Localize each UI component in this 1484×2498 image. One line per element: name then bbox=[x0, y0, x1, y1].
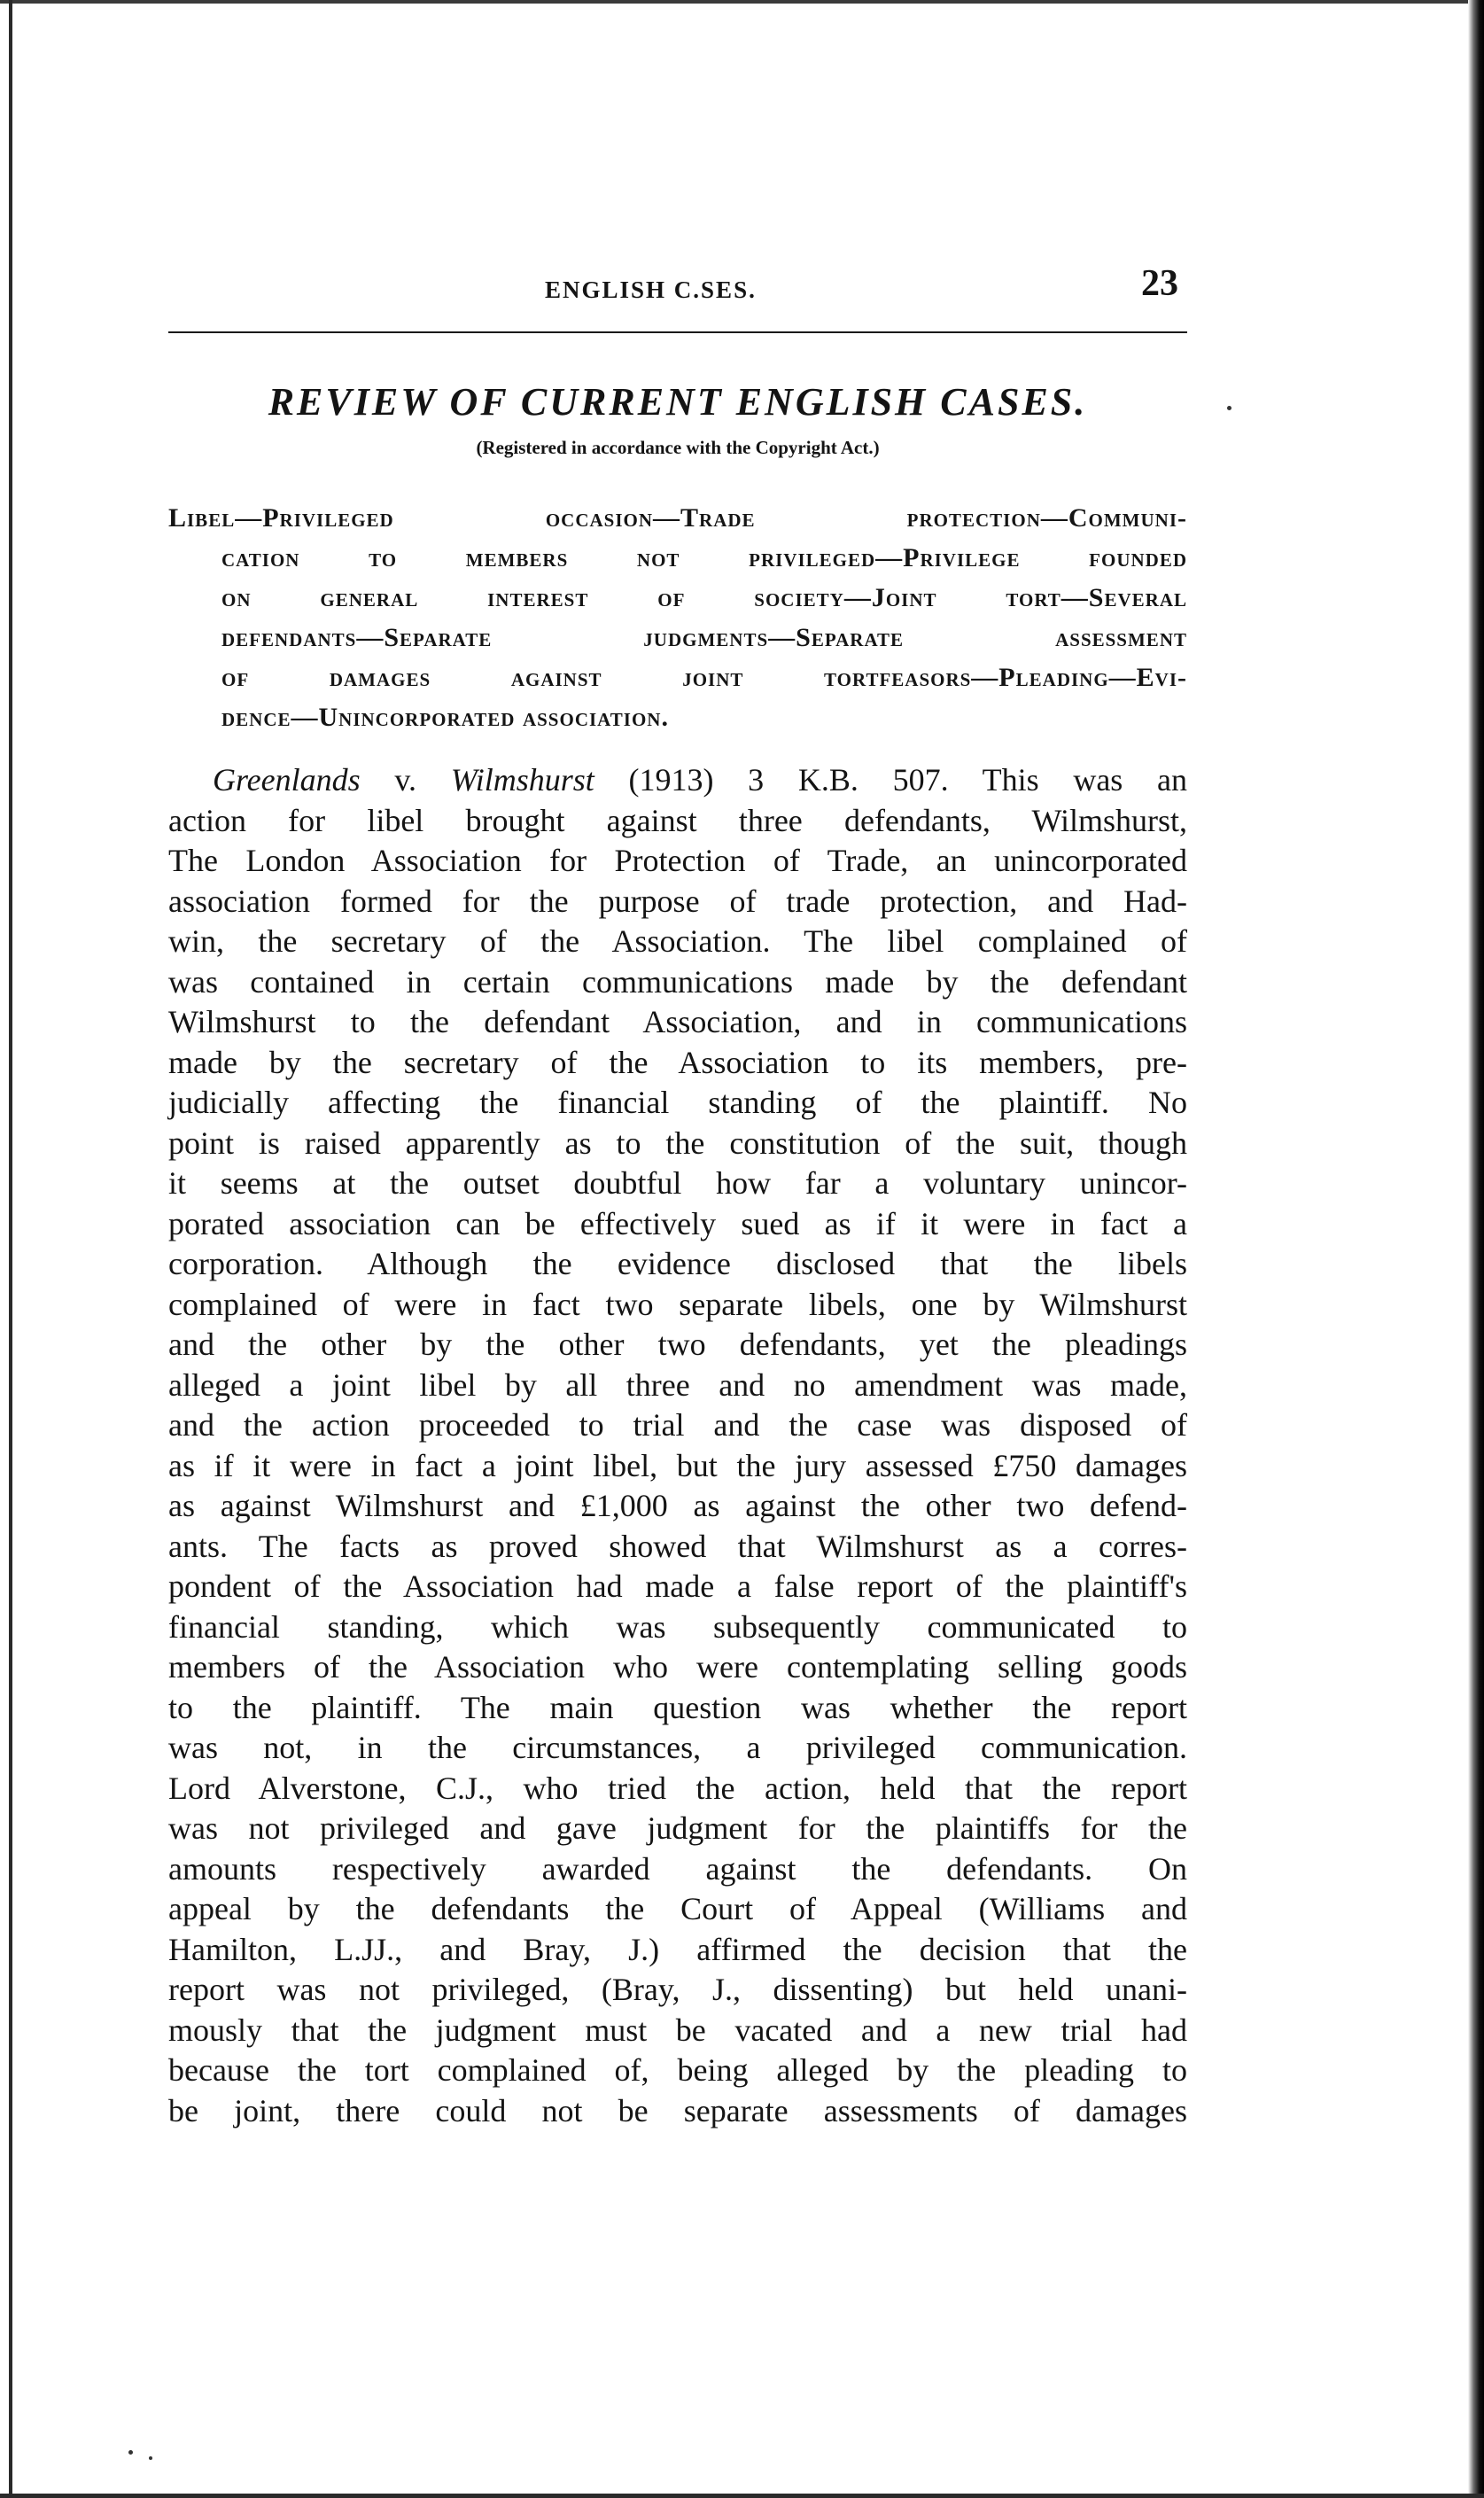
body-text-line: judicially affecting the financial standing of the plaintiff. No bbox=[168, 1085, 1187, 1120]
scan-speck bbox=[149, 2456, 152, 2460]
body-text-line: alleged a joint libel by all three and no amendment was made, bbox=[168, 1366, 1187, 1403]
body-text-line: point is raised apparently as to the constitution of the suit, though bbox=[168, 1124, 1187, 1161]
case-citation-line bbox=[213, 760, 1187, 801]
headnote-line: Libel—Privileged occasion—Trade protection—Communi- bbox=[168, 503, 1187, 533]
headnote-line: defendants—Separate judgments—Separate assessment bbox=[221, 623, 1187, 652]
body-text-line: was contained in certain communications made by the defendant bbox=[168, 963, 1187, 1000]
body-text-line: corporation. Although the evidence disclosed that the libels bbox=[168, 1246, 1187, 1281]
body-text-line: it seems at the outset doubtful how far a voluntary unincor- bbox=[168, 1165, 1187, 1201]
body-text-line: complained of were in fact two separate libels, one by Wilmshurst bbox=[168, 1286, 1187, 1322]
body-text-line: and the action proceeded to trial and the case was disposed of bbox=[168, 1407, 1187, 1443]
scan-edge-bottom bbox=[0, 2494, 1484, 2498]
body-text-line: report was not privileged, (Bray, J., dissenting) but held unani- bbox=[168, 1972, 1187, 2007]
body-text-line: ants. The facts as proved showed that Wilmshurst as a corres- bbox=[168, 1528, 1187, 1564]
body-text-line: be joint, there could not be separate assessments of damages bbox=[168, 2092, 1187, 2128]
body-text-line: action for libel brought against three defendants, Wilmshurst, bbox=[168, 802, 1187, 838]
body-text-line: Wilmshurst to the defendant Association, and in communications bbox=[168, 1004, 1187, 1039]
scan-speck bbox=[128, 2450, 133, 2455]
body-text-line: to the plaintiff. The main question was whether the report bbox=[168, 1689, 1187, 1725]
body-text-line: mously that the judgment must be vacated and a new trial had bbox=[168, 2012, 1187, 2048]
body-text-line: was not, in the circumstances, a privileged communication. bbox=[168, 1730, 1187, 1765]
body-text-line: made by the secretary of the Association to its members, pre- bbox=[168, 1044, 1187, 1080]
body-text-line: porated association can be effectively sued as if it were in fact a bbox=[168, 1205, 1187, 1241]
section-title: REVIEW OF CURRENT ENGLISH CASES. bbox=[268, 380, 1088, 424]
body-text-line: was not privileged and gave judgment for the plaintiffs for the bbox=[168, 1810, 1187, 1846]
scan-edge-left bbox=[9, 0, 12, 2498]
body-text-line: The London Association for Protection of Trade, an unincorporated bbox=[168, 843, 1187, 878]
case-report-body bbox=[168, 760, 1187, 2131]
body-text-line: financial standing, which was subsequently communicated to bbox=[168, 1608, 1187, 1645]
headnote-line: of damages against joint tortfeasors—Pleading—Evi- bbox=[221, 663, 1187, 692]
body-text-line: because the tort complained of, being alleged by the pleading to bbox=[168, 2052, 1187, 2088]
body-text-line: association formed for the purpose of trade protection, and Had- bbox=[168, 883, 1187, 919]
case-versus: v. bbox=[360, 762, 451, 798]
running-head bbox=[168, 257, 1187, 308]
case-plaintiff-name: Greenlands bbox=[213, 762, 361, 798]
body-text-line: pondent of the Association had made a false report of the plaintiff's bbox=[168, 1568, 1187, 1604]
document-page bbox=[168, 257, 1187, 2128]
page-number: 23 bbox=[1141, 263, 1178, 304]
copyright-note: (Registered in accordance with the Copyright Act.) bbox=[476, 437, 880, 458]
scan-edge-right bbox=[1468, 0, 1484, 2498]
headnote-line: dence—Unincorporated association. bbox=[221, 703, 669, 732]
body-text-line: as if it were in fact a joint libel, but the jury assessed £750 damages bbox=[168, 1447, 1187, 1483]
body-text-line: appeal by the defendants the Court of Appeal (Williams and bbox=[168, 1891, 1187, 1926]
running-head-title: ENGLISH C.SES. bbox=[545, 276, 757, 303]
body-text-line: and the other by the other two defendants, yet the pleadings bbox=[168, 1327, 1187, 1362]
body-text-line: amounts respectively awarded against the defendants. On bbox=[168, 1850, 1187, 1887]
body-text-line: as against Wilmshurst and £1,000 as against the other two defend- bbox=[168, 1488, 1187, 1523]
body-text-line: win, the secretary of the Association. The libel complained of bbox=[168, 923, 1187, 959]
case-body-lines bbox=[168, 801, 1187, 2132]
case-citation: (1913) 3 K.B. 507. This was an bbox=[594, 762, 1187, 798]
scan-edge-top bbox=[0, 0, 1484, 4]
body-text-line: members of the Association who were contemplating selling goods bbox=[168, 1649, 1187, 1685]
headnote-line: on general interest of society—Joint tort—Several bbox=[221, 583, 1187, 612]
case-defendant-name: Wilmshurst bbox=[450, 762, 594, 798]
header-rule bbox=[168, 331, 1187, 333]
scan-speck bbox=[1227, 406, 1231, 410]
body-text-line: Lord Alverstone, C.J., who tried the action, held that the report bbox=[168, 1770, 1187, 1806]
case-headnote bbox=[168, 498, 1187, 737]
body-text-line: Hamilton, L.JJ., and Bray, J.) affirmed the decision that the bbox=[168, 1931, 1187, 1967]
headnote-line: cation to members not privileged—Privilege founded bbox=[221, 543, 1187, 572]
